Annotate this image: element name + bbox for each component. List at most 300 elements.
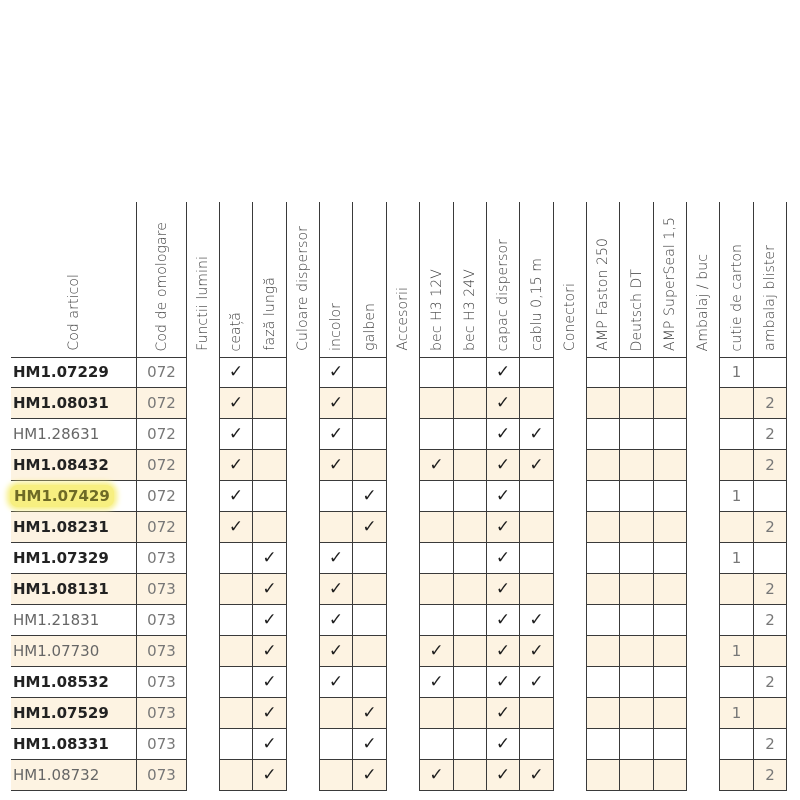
- article-code-cell: [11, 357, 136, 388]
- cell-cablu: [519, 698, 553, 729]
- group-spacer: [386, 698, 419, 729]
- column-header-label: ambalaj blister: [762, 245, 778, 351]
- cell-ceata: [219, 574, 252, 605]
- homologation-code: 073: [136, 760, 186, 791]
- column-header-conectori: [553, 202, 586, 357]
- homologation-code: 073: [136, 636, 186, 667]
- group-spacer: [686, 388, 719, 419]
- homologation-code: 072: [136, 419, 186, 450]
- article-code-cell: [11, 636, 136, 667]
- column-header-cutie: [719, 202, 753, 357]
- group-spacer: [386, 419, 419, 450]
- column-header-cablu: [519, 202, 553, 357]
- cell-cablu: [519, 357, 553, 388]
- check-icon: ✓: [429, 455, 444, 475]
- check-icon: ✓: [495, 579, 511, 599]
- cell-incolor: [319, 543, 352, 574]
- cell-superseal: [653, 760, 686, 791]
- check-icon: ✓: [495, 703, 511, 723]
- cell-capac: [486, 636, 519, 667]
- cell-faza-lunga: [252, 636, 286, 667]
- group-spacer: [553, 543, 586, 574]
- homologation-code: 072: [136, 357, 186, 388]
- cell-galben: [352, 419, 386, 450]
- check-icon: ✓: [529, 455, 544, 475]
- check-icon: ✓: [429, 672, 444, 692]
- cell-ceata: [219, 636, 252, 667]
- cell-superseal: [653, 357, 686, 388]
- cell-faston: [586, 450, 619, 481]
- column-header-label: bec H3 24V: [462, 269, 478, 351]
- package-qty-cutie: [719, 760, 753, 791]
- cell-cablu: [519, 667, 553, 698]
- cell-superseal: [653, 512, 686, 543]
- cell-cablu: [519, 481, 553, 512]
- cell-faza-lunga: [252, 729, 286, 760]
- package-qty-cutie: 1: [719, 481, 753, 512]
- group-spacer: [186, 574, 219, 605]
- cell-capac: [486, 760, 519, 791]
- cell-superseal: [653, 388, 686, 419]
- cell-bec-12: [419, 574, 453, 605]
- cell-incolor: [319, 357, 352, 388]
- table-row: [0, 419, 800, 450]
- cell-superseal: [653, 419, 686, 450]
- column-header-ceata: [219, 202, 252, 357]
- group-spacer: [686, 574, 719, 605]
- group-spacer: [286, 698, 319, 729]
- cell-deutsch: [619, 419, 653, 450]
- group-spacer: [686, 357, 719, 388]
- column-header-label: Functii lumini: [195, 256, 211, 351]
- homologation-code: 073: [136, 605, 186, 636]
- cell-superseal: [653, 667, 686, 698]
- check-icon: ✓: [262, 672, 277, 692]
- article-code: HM1.08231: [13, 518, 109, 536]
- cell-cablu: [519, 574, 553, 605]
- group-spacer: [553, 574, 586, 605]
- column-header-bec-24: [453, 202, 486, 357]
- cell-deutsch: [619, 357, 653, 388]
- article-code: HM1.07329: [13, 549, 109, 567]
- check-icon: ✓: [429, 641, 444, 661]
- column-header-faza-lunga: [252, 202, 286, 357]
- cell-incolor: [319, 760, 352, 791]
- check-icon: ✓: [495, 641, 511, 661]
- cell-bec-12: [419, 760, 453, 791]
- table-row: [0, 636, 800, 667]
- package-qty-blister: 2: [753, 574, 787, 605]
- article-code: HM1.08432: [13, 456, 109, 474]
- cell-ceata: [219, 512, 252, 543]
- homologation-code: 072: [136, 481, 186, 512]
- group-spacer: [186, 543, 219, 574]
- group-spacer: [286, 574, 319, 605]
- group-spacer: [286, 667, 319, 698]
- highlighted-article-code: HM1.07429: [10, 485, 114, 507]
- article-code-cell: [11, 698, 136, 729]
- column-header-label: Cod articol: [65, 274, 82, 351]
- group-spacer: [186, 357, 219, 388]
- group-spacer: [686, 667, 719, 698]
- cell-faston: [586, 512, 619, 543]
- cell-faston: [586, 388, 619, 419]
- article-code: HM1.07730: [13, 642, 100, 660]
- article-code-cell: [11, 512, 136, 543]
- package-qty-blister: 2: [753, 667, 787, 698]
- cell-faza-lunga: [252, 388, 286, 419]
- table-row: [0, 388, 800, 419]
- package-qty-cutie: 1: [719, 543, 753, 574]
- column-header-label: fază lungă: [261, 277, 278, 351]
- homologation-code: 073: [136, 667, 186, 698]
- column-header-label: Cod de omologare: [153, 221, 170, 351]
- article-code-cell: [11, 450, 136, 481]
- cell-capac: [486, 574, 519, 605]
- cell-galben: [352, 636, 386, 667]
- group-spacer: [286, 760, 319, 791]
- group-spacer: [386, 729, 419, 760]
- group-spacer: [686, 481, 719, 512]
- cell-cablu: [519, 512, 553, 543]
- cell-capac: [486, 512, 519, 543]
- cell-deutsch: [619, 543, 653, 574]
- check-icon: ✓: [362, 734, 377, 754]
- group-spacer: [553, 760, 586, 791]
- cell-capac: [486, 698, 519, 729]
- cell-cablu: [519, 450, 553, 481]
- cell-bec-24: [453, 543, 486, 574]
- cell-incolor: [319, 450, 352, 481]
- group-spacer: [286, 636, 319, 667]
- cell-bec-24: [453, 605, 486, 636]
- group-spacer: [386, 450, 419, 481]
- cell-incolor: [319, 574, 352, 605]
- check-icon: ✓: [262, 579, 277, 599]
- check-icon: ✓: [495, 610, 511, 630]
- article-code-cell: [11, 574, 136, 605]
- cell-ceata: [219, 450, 252, 481]
- group-spacer: [686, 543, 719, 574]
- package-qty-cutie: [719, 605, 753, 636]
- table-row: [0, 357, 800, 388]
- group-spacer: [686, 636, 719, 667]
- article-code-cell: [11, 419, 136, 450]
- cell-incolor: [319, 419, 352, 450]
- cell-deutsch: [619, 481, 653, 512]
- group-spacer: [553, 729, 586, 760]
- group-spacer: [186, 729, 219, 760]
- cell-superseal: [653, 636, 686, 667]
- group-spacer: [386, 636, 419, 667]
- cell-bec-12: [419, 543, 453, 574]
- cell-ceata: [219, 543, 252, 574]
- column-header-label: incolor: [328, 303, 344, 351]
- cell-ceata: [219, 698, 252, 729]
- cell-cablu: [519, 760, 553, 791]
- cell-faza-lunga: [252, 667, 286, 698]
- check-icon: ✓: [362, 703, 377, 723]
- cell-capac: [486, 357, 519, 388]
- table-row: [0, 512, 800, 543]
- check-icon: ✓: [362, 765, 377, 785]
- group-spacer: [686, 419, 719, 450]
- check-icon: ✓: [328, 548, 344, 568]
- cell-bec-24: [453, 760, 486, 791]
- package-qty-blister: [753, 481, 787, 512]
- group-spacer: [553, 512, 586, 543]
- cell-bec-24: [453, 574, 486, 605]
- cell-faza-lunga: [252, 419, 286, 450]
- article-code-cell: [11, 481, 136, 512]
- table-row: [0, 729, 800, 760]
- group-spacer: [286, 543, 319, 574]
- table-row: [0, 605, 800, 636]
- column-header-cod-articol: [11, 202, 136, 357]
- column-header-label: Conectori: [562, 282, 578, 351]
- cell-bec-12: [419, 667, 453, 698]
- cell-bec-24: [453, 512, 486, 543]
- cell-superseal: [653, 481, 686, 512]
- column-header-ambalaj: [686, 202, 719, 357]
- cell-faston: [586, 574, 619, 605]
- group-spacer: [386, 667, 419, 698]
- package-qty-cutie: 1: [719, 357, 753, 388]
- group-spacer: [286, 605, 319, 636]
- check-icon: ✓: [228, 393, 244, 413]
- group-spacer: [186, 636, 219, 667]
- cell-faston: [586, 419, 619, 450]
- check-icon: ✓: [529, 610, 544, 630]
- cell-faza-lunga: [252, 543, 286, 574]
- cell-faston: [586, 667, 619, 698]
- check-icon: ✓: [328, 610, 344, 630]
- cell-capac: [486, 481, 519, 512]
- cell-galben: [352, 512, 386, 543]
- cell-incolor: [319, 729, 352, 760]
- package-qty-cutie: [719, 729, 753, 760]
- article-code: HM1.08031: [13, 394, 109, 412]
- group-spacer: [553, 450, 586, 481]
- column-header-culoare-dispersor: [286, 202, 319, 357]
- check-icon: ✓: [529, 765, 544, 785]
- article-code: HM1.21831: [13, 611, 100, 629]
- group-spacer: [186, 605, 219, 636]
- check-icon: ✓: [262, 548, 277, 568]
- cell-bec-12: [419, 357, 453, 388]
- check-icon: ✓: [328, 641, 344, 661]
- group-spacer: [553, 667, 586, 698]
- group-spacer: [286, 729, 319, 760]
- cell-cablu: [519, 636, 553, 667]
- article-code: HM1.28631: [13, 425, 100, 443]
- column-header-label: AMP SuperSeal 1,5: [662, 217, 678, 351]
- column-header-label: AMP Faston 250: [595, 238, 611, 351]
- group-spacer: [286, 450, 319, 481]
- cell-faston: [586, 760, 619, 791]
- check-icon: ✓: [228, 486, 244, 506]
- cell-deutsch: [619, 450, 653, 481]
- check-icon: ✓: [495, 424, 511, 444]
- cell-bec-12: [419, 605, 453, 636]
- group-spacer: [553, 698, 586, 729]
- cell-capac: [486, 388, 519, 419]
- cell-faston: [586, 481, 619, 512]
- check-icon: ✓: [228, 362, 244, 382]
- check-icon: ✓: [495, 548, 511, 568]
- check-icon: ✓: [328, 362, 344, 382]
- article-code: HM1.07529: [13, 704, 109, 722]
- check-icon: ✓: [328, 393, 344, 413]
- cell-superseal: [653, 729, 686, 760]
- package-qty-blister: 2: [753, 605, 787, 636]
- cell-galben: [352, 605, 386, 636]
- check-icon: ✓: [262, 734, 277, 754]
- column-header-functii-lumini: [186, 202, 219, 357]
- package-qty-cutie: 1: [719, 636, 753, 667]
- cell-ceata: [219, 667, 252, 698]
- cell-galben: [352, 698, 386, 729]
- check-icon: ✓: [262, 703, 277, 723]
- group-spacer: [386, 605, 419, 636]
- cell-bec-24: [453, 450, 486, 481]
- cell-capac: [486, 419, 519, 450]
- cell-deutsch: [619, 698, 653, 729]
- article-code-cell: [11, 760, 136, 791]
- package-qty-blister: [753, 636, 787, 667]
- cell-faza-lunga: [252, 357, 286, 388]
- group-spacer: [386, 543, 419, 574]
- group-spacer: [686, 450, 719, 481]
- group-spacer: [686, 729, 719, 760]
- article-code: HM1.08331: [13, 735, 109, 753]
- cell-bec-24: [453, 636, 486, 667]
- group-spacer: [286, 357, 319, 388]
- check-icon: ✓: [328, 424, 344, 444]
- cell-bec-12: [419, 419, 453, 450]
- group-spacer: [553, 388, 586, 419]
- cell-incolor: [319, 698, 352, 729]
- check-icon: ✓: [228, 424, 244, 444]
- cell-bec-24: [453, 481, 486, 512]
- cell-incolor: [319, 388, 352, 419]
- column-header-label: Culoare dispersor: [295, 226, 311, 351]
- cell-cablu: [519, 543, 553, 574]
- cell-cablu: [519, 605, 553, 636]
- cell-superseal: [653, 605, 686, 636]
- check-icon: ✓: [429, 765, 444, 785]
- article-code: HM1.07229: [13, 363, 109, 381]
- homologation-code: 072: [136, 388, 186, 419]
- group-spacer: [186, 450, 219, 481]
- column-header-incolor: [319, 202, 352, 357]
- cell-bec-24: [453, 667, 486, 698]
- group-spacer: [386, 760, 419, 791]
- package-qty-cutie: [719, 388, 753, 419]
- check-icon: ✓: [495, 455, 511, 475]
- check-icon: ✓: [495, 486, 511, 506]
- cell-faston: [586, 605, 619, 636]
- cell-capac: [486, 450, 519, 481]
- table-row: [0, 574, 800, 605]
- homologation-code: 072: [136, 512, 186, 543]
- group-spacer: [386, 357, 419, 388]
- cell-galben: [352, 388, 386, 419]
- package-qty-blister: [753, 543, 787, 574]
- table-row: [0, 698, 800, 729]
- check-icon: ✓: [362, 517, 377, 537]
- cell-bec-24: [453, 419, 486, 450]
- cell-galben: [352, 450, 386, 481]
- group-spacer: [553, 481, 586, 512]
- cell-cablu: [519, 729, 553, 760]
- check-icon: ✓: [262, 765, 277, 785]
- check-icon: ✓: [362, 486, 377, 506]
- group-spacer: [686, 605, 719, 636]
- cell-superseal: [653, 543, 686, 574]
- check-icon: ✓: [328, 455, 344, 475]
- group-spacer: [553, 636, 586, 667]
- package-qty-cutie: [719, 667, 753, 698]
- cell-bec-12: [419, 481, 453, 512]
- check-icon: ✓: [529, 672, 544, 692]
- column-header-galben: [352, 202, 386, 357]
- cell-capac: [486, 667, 519, 698]
- cell-faza-lunga: [252, 760, 286, 791]
- group-spacer: [686, 512, 719, 543]
- cell-deutsch: [619, 605, 653, 636]
- cell-ceata: [219, 357, 252, 388]
- package-qty-blister: 2: [753, 760, 787, 791]
- group-spacer: [686, 760, 719, 791]
- cell-incolor: [319, 605, 352, 636]
- check-icon: ✓: [529, 641, 544, 661]
- package-qty-blister: [753, 357, 787, 388]
- check-icon: ✓: [328, 579, 344, 599]
- group-spacer: [386, 481, 419, 512]
- homologation-code: 073: [136, 729, 186, 760]
- group-spacer: [186, 698, 219, 729]
- cell-galben: [352, 357, 386, 388]
- cell-deutsch: [619, 667, 653, 698]
- cell-faston: [586, 698, 619, 729]
- cell-cablu: [519, 388, 553, 419]
- cell-capac: [486, 729, 519, 760]
- cell-faza-lunga: [252, 512, 286, 543]
- column-header-label: ceață: [228, 311, 244, 351]
- column-header-label: Accesorii: [395, 287, 411, 351]
- package-qty-cutie: [719, 450, 753, 481]
- cell-ceata: [219, 419, 252, 450]
- column-header-blister: [753, 202, 787, 357]
- cell-galben: [352, 574, 386, 605]
- check-icon: ✓: [495, 734, 511, 754]
- cell-bec-12: [419, 698, 453, 729]
- check-icon: ✓: [495, 765, 511, 785]
- column-header-cod-omologare: [136, 202, 186, 357]
- package-qty-cutie: 1: [719, 698, 753, 729]
- group-spacer: [286, 481, 319, 512]
- package-qty-blister: 2: [753, 419, 787, 450]
- group-spacer: [186, 388, 219, 419]
- check-icon: ✓: [228, 517, 244, 537]
- cell-incolor: [319, 667, 352, 698]
- table-row: [0, 667, 800, 698]
- group-spacer: [286, 388, 319, 419]
- cell-galben: [352, 667, 386, 698]
- homologation-code: 073: [136, 698, 186, 729]
- check-icon: ✓: [228, 455, 244, 475]
